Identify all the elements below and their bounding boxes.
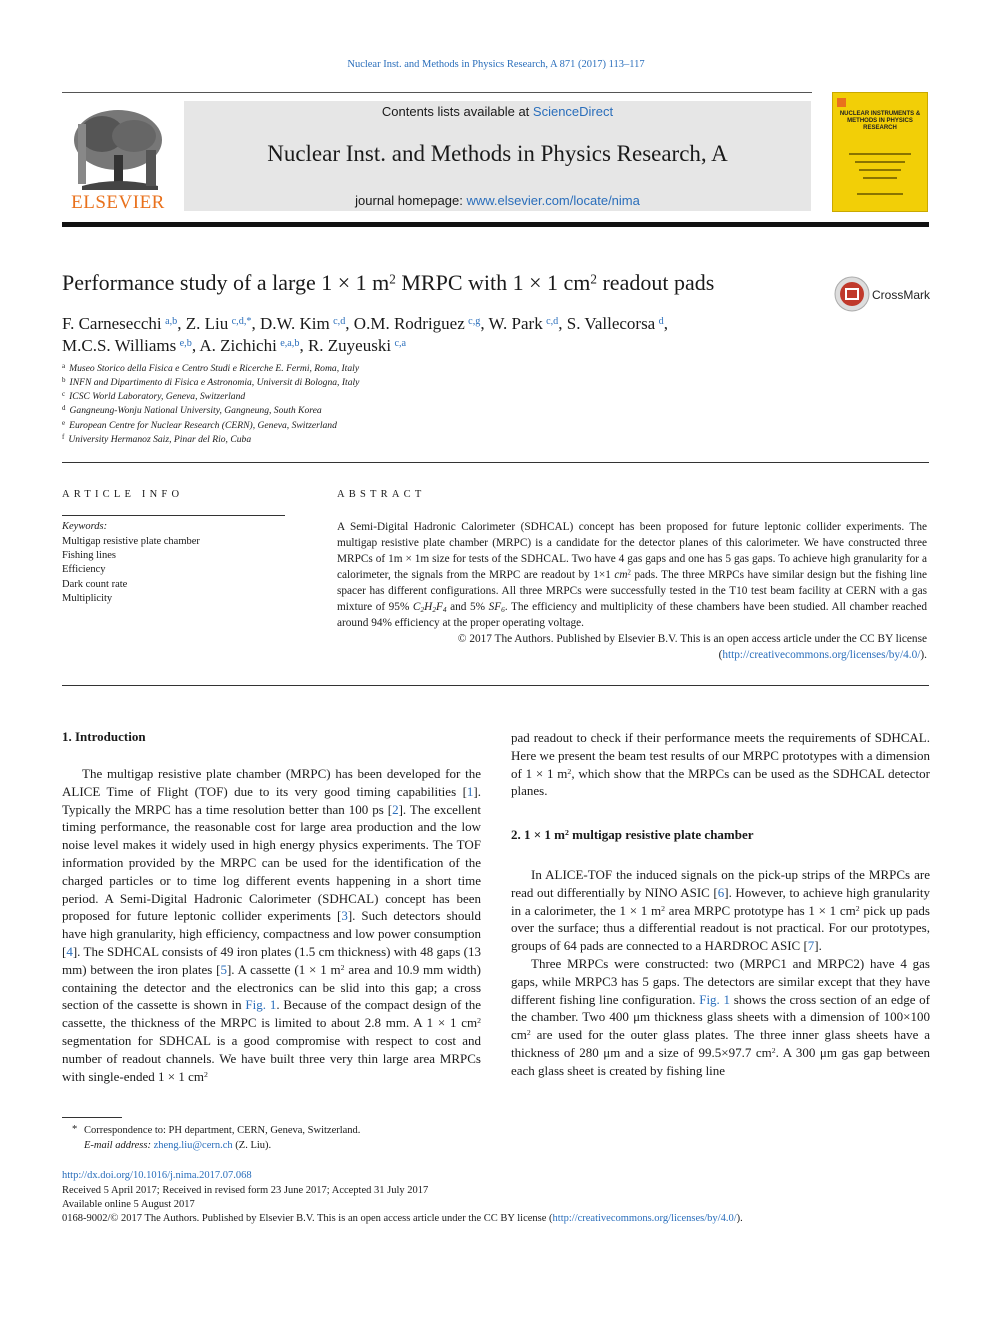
citation-link[interactable]: 6 — [717, 884, 725, 900]
body-text: The multigap resistive plate chamber (MRPC) has been developed for the ALICE Time of Flight (TOF) due to its very good timing capabilities [ — [62, 766, 481, 799]
cover-line — [857, 193, 903, 195]
cover-line — [863, 177, 897, 179]
formula-sub: 4 — [442, 604, 447, 614]
abstract-body — [337, 519, 927, 663]
issn-line — [62, 1213, 743, 1224]
author-name: W. Park — [488, 314, 543, 333]
formula-part: SF — [488, 601, 502, 613]
body-text: segmentation for SDHCAL is a good compromise with respect to cost and number of readout channels. We have built three very thin large area MRPCs with single-ended 1 × 1 cm — [62, 1032, 481, 1084]
cover-title: NUCLEAR INSTRUMENTS & METHODS IN PHYSICS RESEARCH — [839, 111, 921, 131]
citation-link[interactable]: 2 — [392, 801, 399, 817]
heading-sup: 2 — [565, 828, 569, 838]
figure-link[interactable]: Fig. 1 — [245, 997, 277, 1013]
affiliation-key: e — [62, 418, 66, 427]
author-affiliation-link[interactable]: c,g — [468, 315, 481, 327]
crossmark-badge[interactable] — [834, 276, 934, 312]
body-text: shows the cross section of an edge of the chamber. Two 400 μm thickness glass sheets with a dimension of 100×100 cm — [511, 991, 931, 1043]
formula-part: C — [412, 601, 421, 613]
journal-cover[interactable] — [832, 92, 928, 212]
author-name: O.M. Rodriguez — [353, 314, 465, 333]
title-part: readout pads — [596, 270, 715, 295]
abstract-text: . The efficiency and multiplicity of these chambers have been studied. All chamber reached around 94% efficiency at the proper operating voltage. — [337, 601, 927, 629]
doi-link[interactable]: http://dx.doi.org/10.1016/j.nima.2017.07.068 — [62, 1170, 252, 1181]
correspondence-note: Correspondence to: PH department, CERN, Geneva, Switzerland. — [84, 1125, 361, 1136]
section-1-heading: 1. Introduction — [62, 729, 146, 744]
body-text: area and 10.9 mm width) containing the detector and the electronics can be slid into this gap; a cross section of the cassette is shown in — [62, 961, 482, 1013]
email-suffix: (Z. Liu). — [232, 1140, 272, 1151]
body-sup: 2 — [661, 903, 665, 913]
abstract-formula — [489, 601, 505, 613]
author-separator: , — [480, 314, 489, 333]
figure-link[interactable]: Fig. 1 — [699, 991, 731, 1007]
homepage-link[interactable]: www.elsevier.com/locate/nima — [466, 193, 640, 208]
body-sup: 2 — [340, 962, 345, 972]
title-part: Performance study of a large 1 × 1 m — [62, 270, 390, 295]
formula-sub: 2 — [432, 604, 436, 614]
abstract-text: and 5% — [446, 601, 489, 613]
author-name: Z. Liu — [185, 314, 229, 333]
footnote-rule — [62, 1117, 122, 1118]
body-text: ]. Typically the MRPC has a time resolution better than 100 ps [ — [62, 783, 481, 817]
body-text: ]. A cassette (1 × 1 m — [226, 961, 341, 977]
body-text: . A 300 μm gas gap between each glass sheet is created by fishing line — [511, 1044, 930, 1078]
author-affiliation-link[interactable]: c,a — [394, 337, 407, 349]
abstract-unit: cm — [614, 569, 628, 581]
crossmark-icon — [834, 276, 870, 312]
section-1-continuation — [511, 729, 930, 800]
homepage-line — [184, 193, 811, 208]
contents-prefix: Contents lists available at — [381, 104, 533, 119]
masthead-box — [184, 101, 811, 211]
paren: ( — [718, 649, 723, 661]
cover-line — [859, 169, 901, 171]
author-separator: , — [177, 314, 186, 333]
body-text: ]. — [814, 938, 822, 954]
masthead-top-rule — [62, 92, 812, 93]
author-affiliation-link[interactable]: c,d,* — [231, 315, 252, 327]
author-affiliation-link[interactable]: d — [658, 315, 664, 327]
elsevier-wordmark: ELSEVIER — [71, 192, 165, 213]
author-separator: , — [345, 314, 354, 333]
section-2-heading — [511, 827, 754, 843]
affiliation — [62, 377, 359, 388]
body-text: pick up pads over the surface; thus a differential readout is not practical. For our prototypes, groups of 64 pads are connected to a HARDROC ASIC [ — [511, 902, 930, 954]
keyword: Efficiency — [62, 564, 106, 575]
email-note — [84, 1140, 271, 1151]
author-separator: , — [251, 314, 260, 333]
author-line-1 — [62, 313, 822, 335]
heading-text: multigap resistive plate chamber — [568, 827, 754, 842]
author-separator: , — [299, 336, 308, 355]
citation-link[interactable]: 3 — [341, 908, 348, 924]
heading-text: 2. 1 × 1 m — [511, 827, 565, 842]
keyword: Dark count rate — [62, 579, 128, 590]
divider — [62, 515, 285, 516]
issn-text: 0168-9002/© 2017 The Authors. Published by Elsevier B.V. This is an open access article under the CC BY license ( — [62, 1213, 553, 1224]
body-text: . Because of the compact design of the cassette, the thickness of the MRPC is limited to about 2.8 mm. A 1 × 1 cm — [62, 997, 482, 1031]
license-link[interactable]: http://creativecommons.org/licenses/by/4.0/ — [722, 649, 921, 661]
author-name: R. Zuyeuski — [307, 336, 392, 355]
cover-line — [849, 153, 911, 155]
affiliation-text: Gangneung-Wonju National University, Gangneung, South Korea — [69, 405, 322, 416]
affiliation — [62, 391, 245, 402]
masthead-bottom-rule — [62, 222, 929, 227]
affiliation — [62, 434, 251, 445]
keyword: Multigap resistive plate chamber — [62, 536, 200, 547]
paren: ). — [920, 649, 927, 661]
paren: ). — [736, 1213, 743, 1224]
citation-link[interactable]: 5 — [220, 961, 227, 977]
author-affiliation-link[interactable]: a,b — [165, 315, 178, 327]
body-text: ]. The excellent timing performance, the reasonable cost for large area production and the low noise level makes it widely used in high energy physics experiments. The TOF information provided by the MRPC can be used for the identification of the charged particles or to time log different events happening in a short time period. A Semi-Digital Hadronic Calorimeter (SDHCAL) concept has been proposed for future leptonic collider experiments [ — [62, 801, 481, 924]
title-part: MRPC with 1 × 1 cm — [395, 270, 591, 295]
affiliation — [62, 363, 359, 374]
abstract-copyright: © 2017 The Authors. Published by Elsevier B.V. This is an open access article under the CC BY license — [457, 633, 927, 645]
affiliation-key: f — [62, 432, 65, 441]
abstract-license — [337, 647, 927, 663]
email-label: E-mail address: — [84, 1140, 154, 1151]
author-name: A. Zichichi — [199, 336, 277, 355]
body-sup: 2 — [855, 903, 860, 913]
affiliation-key: a — [62, 361, 66, 370]
author-affiliation-link[interactable]: c,d — [546, 315, 559, 327]
author-affiliation-link[interactable]: c,d — [333, 315, 346, 327]
author-name: F. Carnesecchi — [62, 314, 162, 333]
author-name: S. Vallecorsa — [566, 314, 656, 333]
formula-part: F — [435, 601, 443, 613]
abstract-sup: 2 — [627, 569, 631, 577]
body-sup: 2 — [526, 1028, 531, 1038]
body-sup: 2 — [567, 766, 572, 776]
citation-link[interactable]: 1 — [466, 783, 474, 799]
cover-line — [855, 161, 905, 163]
affiliation-text: INFN and Dipartimento di Fisica e Astronomia, Universit di Bologna, Italy — [69, 377, 360, 388]
journal-title: Nuclear Inst. and Methods in Physics Research, A — [267, 141, 728, 166]
formula-part: H — [424, 601, 433, 613]
homepage-prefix: journal homepage: — [355, 193, 467, 208]
section-2-body — [511, 866, 930, 1080]
body-text: In ALICE-TOF the induced signals on the pick-up strips of the MRPCs are read out differentially by NINO ASIC [ — [511, 867, 930, 900]
section-1-paragraph — [62, 765, 481, 1085]
elsevier-logo[interactable] — [62, 100, 174, 212]
abstract-text: pads. The three MRPCs have similar design but the fishing line spacer has different configurations. All three MRPCs were successfully tested in the T10 test beam facility at CERN with a gas mixture of 95% — [337, 569, 927, 613]
body-text: , which show that the MRPCs can be used as the SDHCAL detector planes. — [511, 765, 930, 799]
email-link[interactable]: zheng.liu@cern.ch — [153, 1140, 233, 1151]
body-sup: 2 — [771, 1046, 776, 1056]
online-date: Available online 5 August 2017 — [62, 1199, 195, 1210]
license-link[interactable]: http://creativecommons.org/licenses/by/4.0/ — [552, 1213, 737, 1224]
affiliation-key: b — [62, 375, 66, 384]
body-text: ]. The SDHCAL consists of 49 iron plates (1.5 cm thickness) with 48 gaps (13 mm) between the iron plates [ — [62, 943, 481, 977]
footnote-star: * — [72, 1124, 78, 1135]
affiliation-text: Museo Storico della Fisica e Centro Studi e Ricerche E. Fermi, Roma, Italy — [69, 363, 360, 374]
body-sup: 2 — [204, 1069, 208, 1079]
keyword: Multiplicity — [62, 593, 113, 604]
divider — [62, 462, 929, 463]
received-dates: Received 5 April 2017; Received in revised form 23 June 2017; Accepted 31 July 2017 — [62, 1185, 429, 1196]
abstract-heading: ABSTRACT — [337, 489, 426, 500]
author-name: D.W. Kim — [259, 314, 330, 333]
abstract-formula — [413, 601, 447, 613]
formula-sub: 6 — [501, 604, 505, 614]
formula-sub: 2 — [420, 604, 425, 614]
divider — [62, 685, 929, 686]
title-sup: 2 — [389, 271, 396, 287]
author-separator: , — [191, 336, 200, 355]
affiliation — [62, 420, 337, 431]
affiliation-text: University Hermanoz Saiz, Pinar del Rio, Cuba — [68, 434, 252, 445]
affiliation-key: d — [62, 403, 66, 412]
title-sup: 2 — [590, 271, 597, 287]
author-separator: , — [558, 314, 567, 333]
citation-link[interactable]: 7 — [807, 938, 815, 954]
author-line-2 — [62, 335, 822, 357]
running-header[interactable]: Nuclear Inst. and Methods in Physics Research, A 871 (2017) 113–117 — [347, 59, 645, 70]
abstract-text: A Semi-Digital Hadronic Calorimeter (SDHCAL) concept has been proposed for future leptonic collider experiments. The multigap resistive plate chamber (MRPC) is a candidate for the detector planes of this calorimeter. We have constructed three MRPCs of 1m × 1m size for tests of the SDHCAL. Two have 4 gas gaps and one has 5 gas gaps. To achieve high granularity for a calorimeter, the signals from the MRPC are readout by 1×1 — [337, 521, 927, 581]
affiliation-text: ICSC World Laboratory, Geneva, Switzerland — [69, 391, 246, 402]
article-info-heading: ARTICLE INFO — [62, 489, 184, 500]
sciencedirect-link[interactable]: ScienceDirect — [532, 104, 614, 119]
author-separator: , — [663, 314, 668, 333]
crossmark-label: CrossMark — [872, 288, 931, 302]
contents-line — [184, 104, 811, 119]
author-affiliation-link[interactable]: e,a,b — [280, 337, 300, 349]
body-text: area MRPC prototype has 1 × 1 cm — [664, 902, 856, 918]
author-affiliation-link[interactable]: e,b — [179, 337, 192, 349]
affiliation — [62, 405, 322, 416]
citation-link[interactable]: 4 — [66, 943, 73, 959]
cover-publisher-icon — [837, 98, 846, 107]
affiliation-key: c — [62, 389, 66, 398]
article-title — [62, 270, 822, 296]
abstract-paragraph — [337, 519, 927, 631]
affiliation-text: European Centre for Nuclear Research (CERN), Geneva, Switzerland — [69, 420, 337, 431]
keyword: Fishing lines — [62, 550, 116, 561]
body-text: ]. However, to achieve high granularity in a calorimeter, the 1 × 1 m — [511, 884, 931, 918]
body-text: Three MRPCs were constructed: two (MRPC1 and MRPC2) have 4 gas gaps, while MRPC3 has 5 gaps. The detectors are similar except that they have different fishing line configuration. — [511, 955, 930, 1007]
body-text: pad readout to check if their performance meets the requirements of SDHCAL. Here we present the beam test results of our MRPC prototypes with a dimension of 1 × 1 m — [511, 730, 930, 781]
body-text: ]. Such detectors should have high granularity, high efficiency, compactness and low power consumption [ — [62, 908, 481, 959]
body-sup: 2 — [477, 1016, 481, 1026]
author-name: M.C.S. Williams — [62, 336, 177, 355]
keywords-label: Keywords: — [62, 521, 108, 532]
body-text: are used for the outer glass plates. The three inner glass sheets have a thickness of 280 μm and a size of 99.5×97.7 cm — [511, 1027, 930, 1060]
